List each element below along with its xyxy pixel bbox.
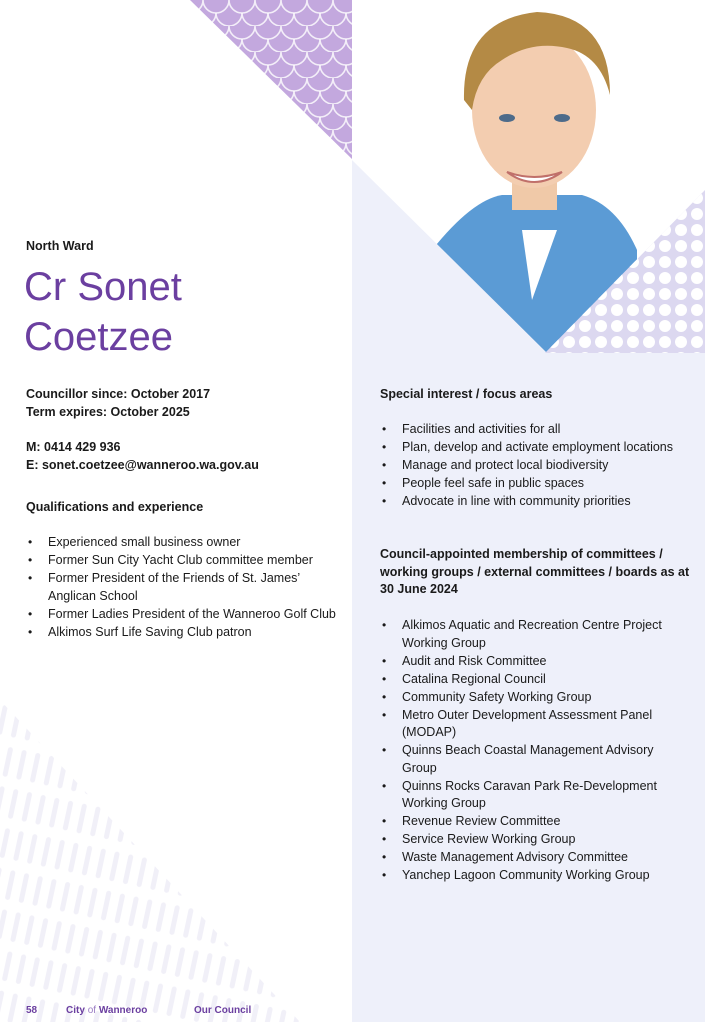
list-item: • Metro Outer Development Assessment Panel (MODAP) xyxy=(380,707,690,742)
councillor-since: Councillor since: October 2017 xyxy=(26,387,211,401)
scale-pattern-decoration xyxy=(190,0,353,160)
list-item: • Yanchep Lagoon Community Working Group xyxy=(380,867,690,885)
name-line-1: Cr Sonet xyxy=(24,265,182,309)
list-item: • Quinns Beach Coastal Management Advisory Group xyxy=(380,742,690,777)
page-number: 58 xyxy=(26,1005,38,1016)
list-item: • Revenue Review Committee xyxy=(380,813,690,831)
contact-info xyxy=(26,386,346,474)
list-item: • Waste Management Advisory Committee xyxy=(380,849,690,867)
footer-city-b: Wanneroo xyxy=(98,1005,148,1016)
councillor-name xyxy=(24,262,344,362)
ward-label: North Ward xyxy=(26,239,94,253)
list-item: • Facilities and activities for all xyxy=(380,421,690,439)
streak-pattern-decoration xyxy=(0,700,360,1022)
list-item: • Plan, develop and activate employment locations xyxy=(380,439,690,457)
list-item: • Audit and Risk Committee xyxy=(380,653,690,671)
list-item: • Community Safety Working Group xyxy=(380,689,690,707)
list-item: • Manage and protect local biodiversity xyxy=(380,457,690,475)
dots-pattern-decoration xyxy=(545,190,705,353)
mobile-number: M: 0414 429 936 xyxy=(26,440,121,454)
list-item: • Quinns Rocks Caravan Park Re-Development Working Group xyxy=(380,778,690,813)
term-expires: Term expires: October 2025 xyxy=(26,404,190,419)
focus-areas-list xyxy=(380,421,690,511)
list-item: • Former President of the Friends of St. James’ Anglican School xyxy=(26,570,346,605)
list-item: • Service Review Working Group xyxy=(380,831,690,849)
list-item: • People feel safe in public spaces xyxy=(380,475,690,493)
list-item: • Alkimos Aquatic and Recreation Centre Project Working Group xyxy=(380,617,690,652)
list-item: • Experienced small business owner xyxy=(26,534,346,552)
list-item: • Catalina Regional Council xyxy=(380,671,690,689)
committees-title: Council-appointed membership of committees / working groups / external committees / boards as at 30 June 2024 xyxy=(380,547,690,596)
qualifications-list xyxy=(26,534,346,642)
list-item: • Former Sun City Yacht Club committee member xyxy=(26,552,346,570)
list-item: • Advocate in line with community priorities xyxy=(380,493,690,511)
list-item: • Former Ladies President of the Wanneroo Golf Club xyxy=(26,606,346,624)
list-item: • Alkimos Surf Life Saving Club patron xyxy=(26,624,346,642)
name-line-2: Coetzee xyxy=(24,315,173,359)
focus-areas-title: Special interest / focus areas xyxy=(380,387,553,401)
footer-city-name xyxy=(66,1005,147,1016)
committees-list xyxy=(380,617,690,885)
footer-city-a: City xyxy=(66,1005,85,1016)
footer-city-of: of xyxy=(87,1005,97,1016)
email-address[interactable]: E: sonet.coetzee@wanneroo.wa.gov.au xyxy=(26,457,259,472)
qualifications-title: Qualifications and experience xyxy=(26,500,204,514)
footer-section: Our Council xyxy=(194,1005,252,1016)
